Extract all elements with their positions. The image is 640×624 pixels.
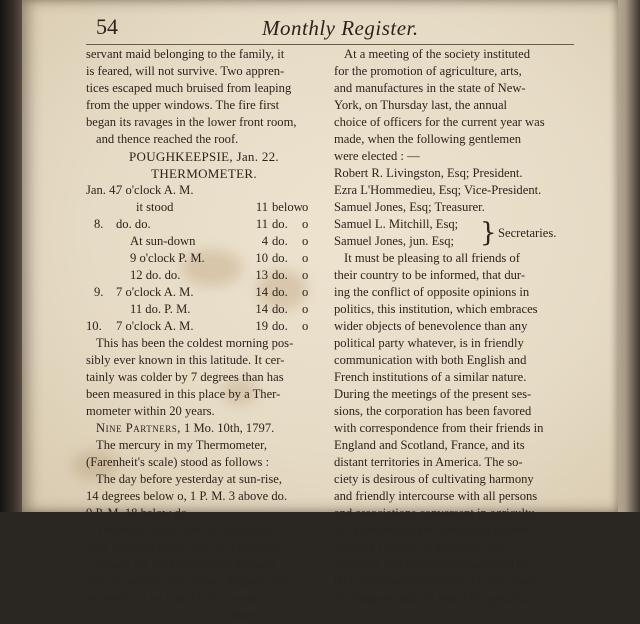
left-column [86, 46, 322, 624]
text-line: had this winter, and greater degrees than [86, 574, 290, 588]
table-cell-unit: do. [272, 285, 288, 299]
text-line: their correspondence with the merchants [334, 574, 539, 588]
table-cell-unit: do. [272, 319, 288, 333]
text-line: began its ravages in the lower front room, [86, 115, 297, 129]
text-line: ral, economical, and handicraft matters, [334, 523, 534, 537]
page-number: 54 [96, 14, 118, 39]
table-row [86, 267, 322, 284]
text-line: The day before yesterday at sun-rise, [96, 472, 283, 486]
table-cell-time: 7 o'clock A. M. [116, 285, 194, 299]
dateline-poughkeepsie: POUGHKEEPSIE, Jan. 22. [129, 149, 279, 164]
dateline-date: 1 Mo. 10th, 1797. [180, 421, 275, 435]
text-line: were elected : — [334, 149, 420, 163]
table-cell-value: 11 [255, 200, 268, 214]
text-line: of Glasgow, and the board of agriculture [334, 591, 538, 605]
brace-glyph: } [480, 218, 497, 248]
text-line: wider objects of benevolence than any [334, 319, 528, 333]
text-line: politics, this institution, which embraces [334, 302, 538, 316]
right-column [334, 46, 574, 607]
table-cell-day: 10. [86, 319, 102, 333]
table-row [86, 182, 322, 199]
table-cell-day: 8. [94, 217, 104, 231]
dateline-place: Nine Partners, [96, 421, 181, 435]
table-cell-value: 11 [255, 217, 268, 231]
text-line: This morning at sun-rise, 20 below do. [86, 540, 282, 554]
table-cell-mark: o [302, 251, 309, 265]
text-line: members feel themselves interested in [334, 557, 527, 571]
table-cell-day [86, 267, 116, 284]
officer-president: Robert R. Livingston, Esq; President. [334, 166, 523, 180]
table-cell-value: 14 [255, 285, 268, 299]
table-cell-mark: o [302, 268, 309, 282]
running-head-title: Monthly Register. [262, 16, 419, 40]
table-cell-value: 14 [255, 302, 268, 316]
text-line: from the upper windows. The fire first [86, 98, 280, 112]
text-line: ing the conflict of opposite opinions in [334, 285, 530, 299]
text-line: distant territories in America. The so- [334, 455, 523, 469]
table-cell-unit: do. [272, 268, 288, 282]
text-line: mometer within 20 years. [86, 404, 215, 418]
text-line: for the promotion of agriculture, arts, [334, 64, 522, 78]
table-cell-note [186, 301, 248, 318]
table-cell-unit: do. [272, 302, 288, 316]
text-line: England and Scotland, France, and its [334, 438, 525, 452]
text-line: with correspondence from their friends in [334, 421, 544, 435]
text-line: Which are the coldest days we have [96, 557, 277, 571]
table-cell-note [186, 267, 248, 284]
table-cell-note [186, 233, 248, 250]
officer-secretary: Samuel L. Mitchill, Esq; [334, 217, 459, 231]
table-row [86, 199, 322, 216]
thermometer-table [86, 182, 322, 335]
text-line: 14 degrees below o, 1 P. M. 3 above do. [86, 489, 288, 503]
table-cell-value: 19 [255, 319, 268, 333]
text-line: and friendly intercourse with all persons [334, 489, 538, 503]
table-cell-unit: do. [272, 251, 288, 265]
header-rule [86, 44, 574, 45]
table-cell-time: it stood [136, 200, 174, 214]
table-cell-time: At sun-down [130, 234, 196, 248]
text-line: At a meeting of the society instituted [344, 47, 531, 61]
text-line: been measured in this place by a Ther- [86, 387, 281, 401]
text-line: and thence reached the roof. [96, 132, 239, 146]
table-cell-note [186, 284, 248, 301]
table-cell-unit: do. [272, 234, 288, 248]
table-cell-note [186, 250, 248, 267]
text-line: French institutions of a similar nature. [334, 370, 527, 384]
table-cell-note [186, 199, 248, 216]
text-line: 9 P. M. 18 below do. [86, 506, 191, 520]
table-cell-note [186, 216, 248, 233]
table-cell-unit [272, 182, 302, 199]
table-row [86, 284, 322, 301]
text-line: The mercury in my Thermometer, [96, 438, 267, 452]
text-line: sions, the corporation has been favored [334, 404, 532, 418]
text-line: their country to be informed, that dur- [334, 268, 526, 282]
officer-vice-president: Ezra L'Hommedieu, Esq; Vice-President. [334, 183, 542, 197]
text-line: communication with both English and [334, 353, 527, 367]
text-line: servant maid belonging to the family, it [86, 47, 285, 61]
text-line: made, when the following gentlemen [334, 132, 522, 146]
thermometer-heading: THERMOMETER. [151, 166, 257, 181]
table-cell-mark: o [302, 285, 309, 299]
text-line: and associations conversant in agricultu- [334, 506, 539, 520]
table-cell-time: do. do. [116, 217, 151, 231]
table-cell-value [248, 182, 272, 199]
table-cell-mark: o [302, 217, 309, 231]
text-line: and manufactures in the state of New- [334, 81, 526, 95]
table-cell-time: 7 o'clock A. M. [116, 183, 194, 197]
officer-secretary: Samuel Jones, jun. Esq; [334, 234, 454, 248]
text-line: political party whatever, is in friendly [334, 336, 524, 350]
text-line: It must be pleasing to all friends of [344, 251, 520, 265]
text-line: (Farenheit's scale) stood as follows : [86, 455, 270, 469]
text-line: sibly ever known in this latitude. It cer- [86, 353, 285, 367]
table-cell-day [86, 250, 116, 267]
table-cell-mark: o [302, 234, 309, 248]
signature-line: S. Bishop. [206, 608, 259, 622]
officer-treasurer: Samuel Jones, Esq; Treasurer. [334, 200, 485, 214]
table-row [86, 301, 322, 318]
table-cell-mark [302, 182, 314, 199]
text-line: is feared, will not survive. Two appren- [86, 64, 285, 78]
table-cell-time: 7 o'clock A. M. [116, 319, 194, 333]
table-cell-time: 11 do. P. M. [130, 302, 191, 316]
secretaries-label: Secretaries. [498, 226, 557, 240]
text-line: tices escaped much bruised from leaping [86, 81, 292, 95]
text-line: This has been the coldest morning pos- [96, 336, 294, 350]
table-cell-day: 9. [94, 285, 104, 299]
table-cell-mark: o [302, 200, 309, 214]
text-line: choice of officers for the current year was [334, 115, 545, 129]
text-line: Yesterday at sun-rise, 16 below do. [96, 523, 273, 537]
table-row [86, 250, 322, 267]
table-cell-mark: o [302, 319, 309, 333]
table-cell-note [186, 318, 248, 335]
text-line: tainly was colder by 7 degrees than has [86, 370, 284, 384]
table-cell-day [86, 199, 116, 216]
table-cell-time: 12 do. do. [130, 268, 181, 282]
table-cell-day [86, 233, 116, 250]
table-cell-value: 13 [255, 268, 268, 282]
text-line: in every country. In particular, the [334, 540, 506, 554]
table-row [86, 318, 322, 335]
text-line: ciety is desirous of cultivating harmony [334, 472, 534, 486]
table-cell-time: 9 o'clock P. M. [130, 251, 205, 265]
dateline-nine-partners [86, 420, 322, 437]
table-cell-unit: do. [272, 217, 288, 231]
text-line: During the meetings of the present ses- [334, 387, 532, 401]
table-cell-value: 4 [261, 234, 268, 248]
table-row [86, 233, 322, 250]
table-cell-mark: o [302, 302, 309, 316]
table-row [86, 216, 322, 233]
table-cell-value: 10 [255, 251, 268, 265]
secretaries-block [334, 216, 574, 250]
table-cell-day: Jan. 4. [86, 183, 119, 197]
table-cell-day [86, 301, 116, 318]
text-line: are rarely to be found in this country. [86, 591, 273, 605]
table-cell-unit: below [272, 200, 303, 214]
text-line: York, on Thursday last, the annual [334, 98, 508, 112]
